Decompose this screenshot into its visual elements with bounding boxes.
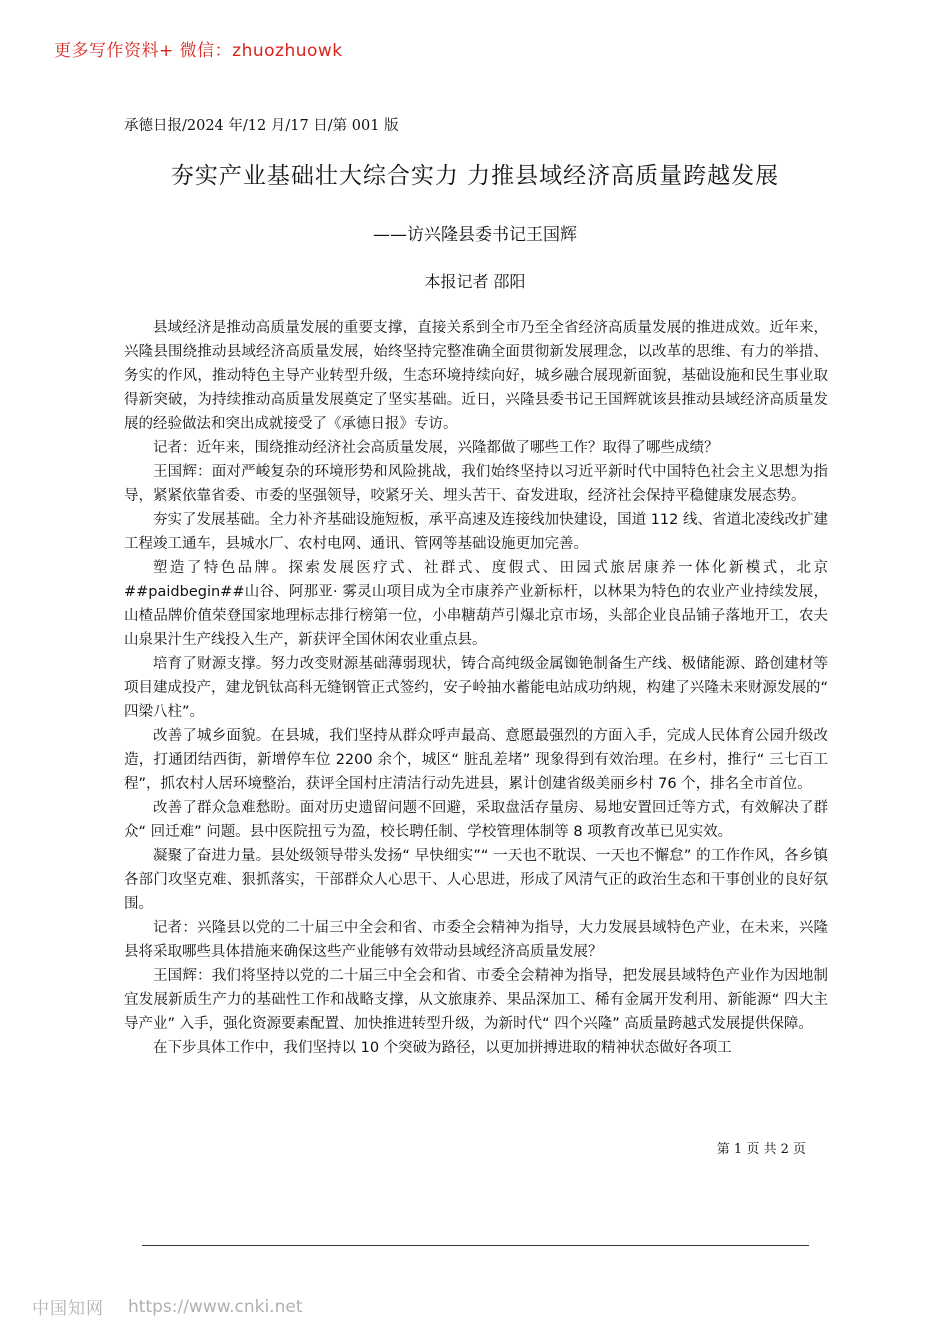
cnki-watermark	[32, 1294, 302, 1319]
paragraph: 改善了城乡面貌。在县城，我们坚持从群众呼声最高、意愿最强烈的方面入手，完成人民体育公园升级改造，打通团结西街，新增停车位 2200 余个，城区“ 脏乱差堵” 现象得到有效治理。在乡村，推行“ 三七百工程”，抓农村人居环境整治，获评全国村庄清洁行动先进县，累计创建省级美丽乡村 76 个，排名全市首位。	[124, 728, 828, 792]
cnki-logo: 中国知网	[32, 1299, 104, 1319]
cnki-url: https://www.cnki.net	[128, 1296, 303, 1317]
article-body	[124, 316, 828, 1060]
paragraph: 记者：近年来，围绕推动经济社会高质量发展，兴隆都做了哪些工作？取得了哪些成绩？	[153, 440, 719, 456]
source-line: 承德日报/2024 年/12 月/17 日/第 001 版	[124, 118, 399, 134]
paragraph: 夯实了发展基础。全力补齐基础设施短板，承平高速及连接线加快建设，国道 112 线、省道北凌线改扩建工程竣工通车，县城水厂、农村电网、通讯、管网等基础设施更加完善。	[124, 512, 828, 552]
article-subtitle: ——访兴隆县委书记王国辉	[373, 225, 577, 245]
paragraph: 凝聚了奋进力量。县处级领导带头发扬“ 早快细实”“ 一天也不耽误、一天也不懈怠” 的工作作风，各乡镇各部门攻坚克难、狠抓落实，干部群众人心思干、人心思进，形成了风清气正的政治生态和干事创业的良好氛围。	[124, 848, 828, 912]
footer-divider	[142, 1245, 809, 1246]
byline: 本报记者 邵阳	[424, 272, 526, 291]
paragraph: 塑造了特色品牌。探索发展医疗式、社群式、度假式、田园式旅居康养一体化新模式，北京##paidbegin##山谷、阿那亚· 雾灵山项目成为全市康养产业新标杆，以林果为特色的农业产业持续发展，山楂品牌价值荣登国家地理标志排行榜第一位，小串糖葫芦引爆北京市场，头部企业良品铺子落地开工，农夫山泉果汁生产线投入生产，新获评全国休闲农业重点县。	[124, 560, 828, 648]
page-number: 第 1 页 共 2 页	[716, 1142, 806, 1157]
paragraph: 在下步具体工作中，我们坚持以 10 个突破为路径，以更加拼搏进取的精神状态做好各项工	[153, 1040, 732, 1056]
paragraph: 县域经济是推动高质量发展的重要支撑，直接关系到全市乃至全省经济高质量发展的推进成效。近年来，兴隆县围绕推动县域经济高质量发展，始终坚持完整准确全面贯彻新发展理念，以改革的思维、有力的举措、务实的作风，推动特色主导产业转型升级，生态环境持续向好，城乡融合展现新面貌，基础设施和民生事业取得新突破，为持续推动高质量发展奠定了坚实基础。近日，兴隆县委书记王国辉就该县推动县域经济高质量发展的经验做法和突出成就接受了《承德日报》专访。	[124, 320, 828, 432]
article-title: 夯实产业基础壮大综合实力 力推县域经济高质量跨越发展	[170, 163, 780, 189]
paragraph: 王国辉：面对严峻复杂的环境形势和风险挑战，我们始终坚持以习近平新时代中国特色社会主义思想为指导，紧紧依靠省委、市委的坚强领导，咬紧牙关、埋头苦干、奋发进取，经济社会保持平稳健康发展态势。	[124, 464, 828, 504]
paragraph: 记者：兴隆县以党的二十届三中全会和省、市委全会精神为指导，大力发展县域特色产业，在未来，兴隆县将采取哪些具体措施来确保这些产业能够有效带动县域经济高质量发展？	[124, 920, 828, 960]
paragraph: 改善了群众急难愁盼。面对历史遗留问题不回避，采取盘活存量房、易地安置回迁等方式，有效解决了群众“ 回迁难” 问题。县中医院扭亏为盈，校长聘任制、学校管理体制等 8 项教育改革已见实效。	[124, 800, 828, 840]
promo-banner: 更多写作资料+ 微信：zhuozhuowk	[54, 41, 343, 61]
paragraph: 王国辉：我们将坚持以党的二十届三中全会和省、市委全会精神为指导，把发展县域特色产业作为因地制宜发展新质生产力的基础性工作和战略支撑，从文旅康养、果品深加工、稀有金属开发利用、新能源“ 四大主导产业” 入手，强化资源要素配置、加快推进转型升级，为新时代“ 四个兴隆” 高质量跨越式发展提供保障。	[124, 968, 828, 1032]
paragraph: 培育了财源支撑。努力改变财源基础薄弱现状，铸合高纯级金属铷铯制备生产线、极储能源、路创建材等项目建成投产，建龙钒钛高科无缝钢管正式签约，安子岭抽水蓄能电站成功纳规，构建了兴隆未来财源发展的“ 四梁八柱”。	[124, 656, 828, 720]
